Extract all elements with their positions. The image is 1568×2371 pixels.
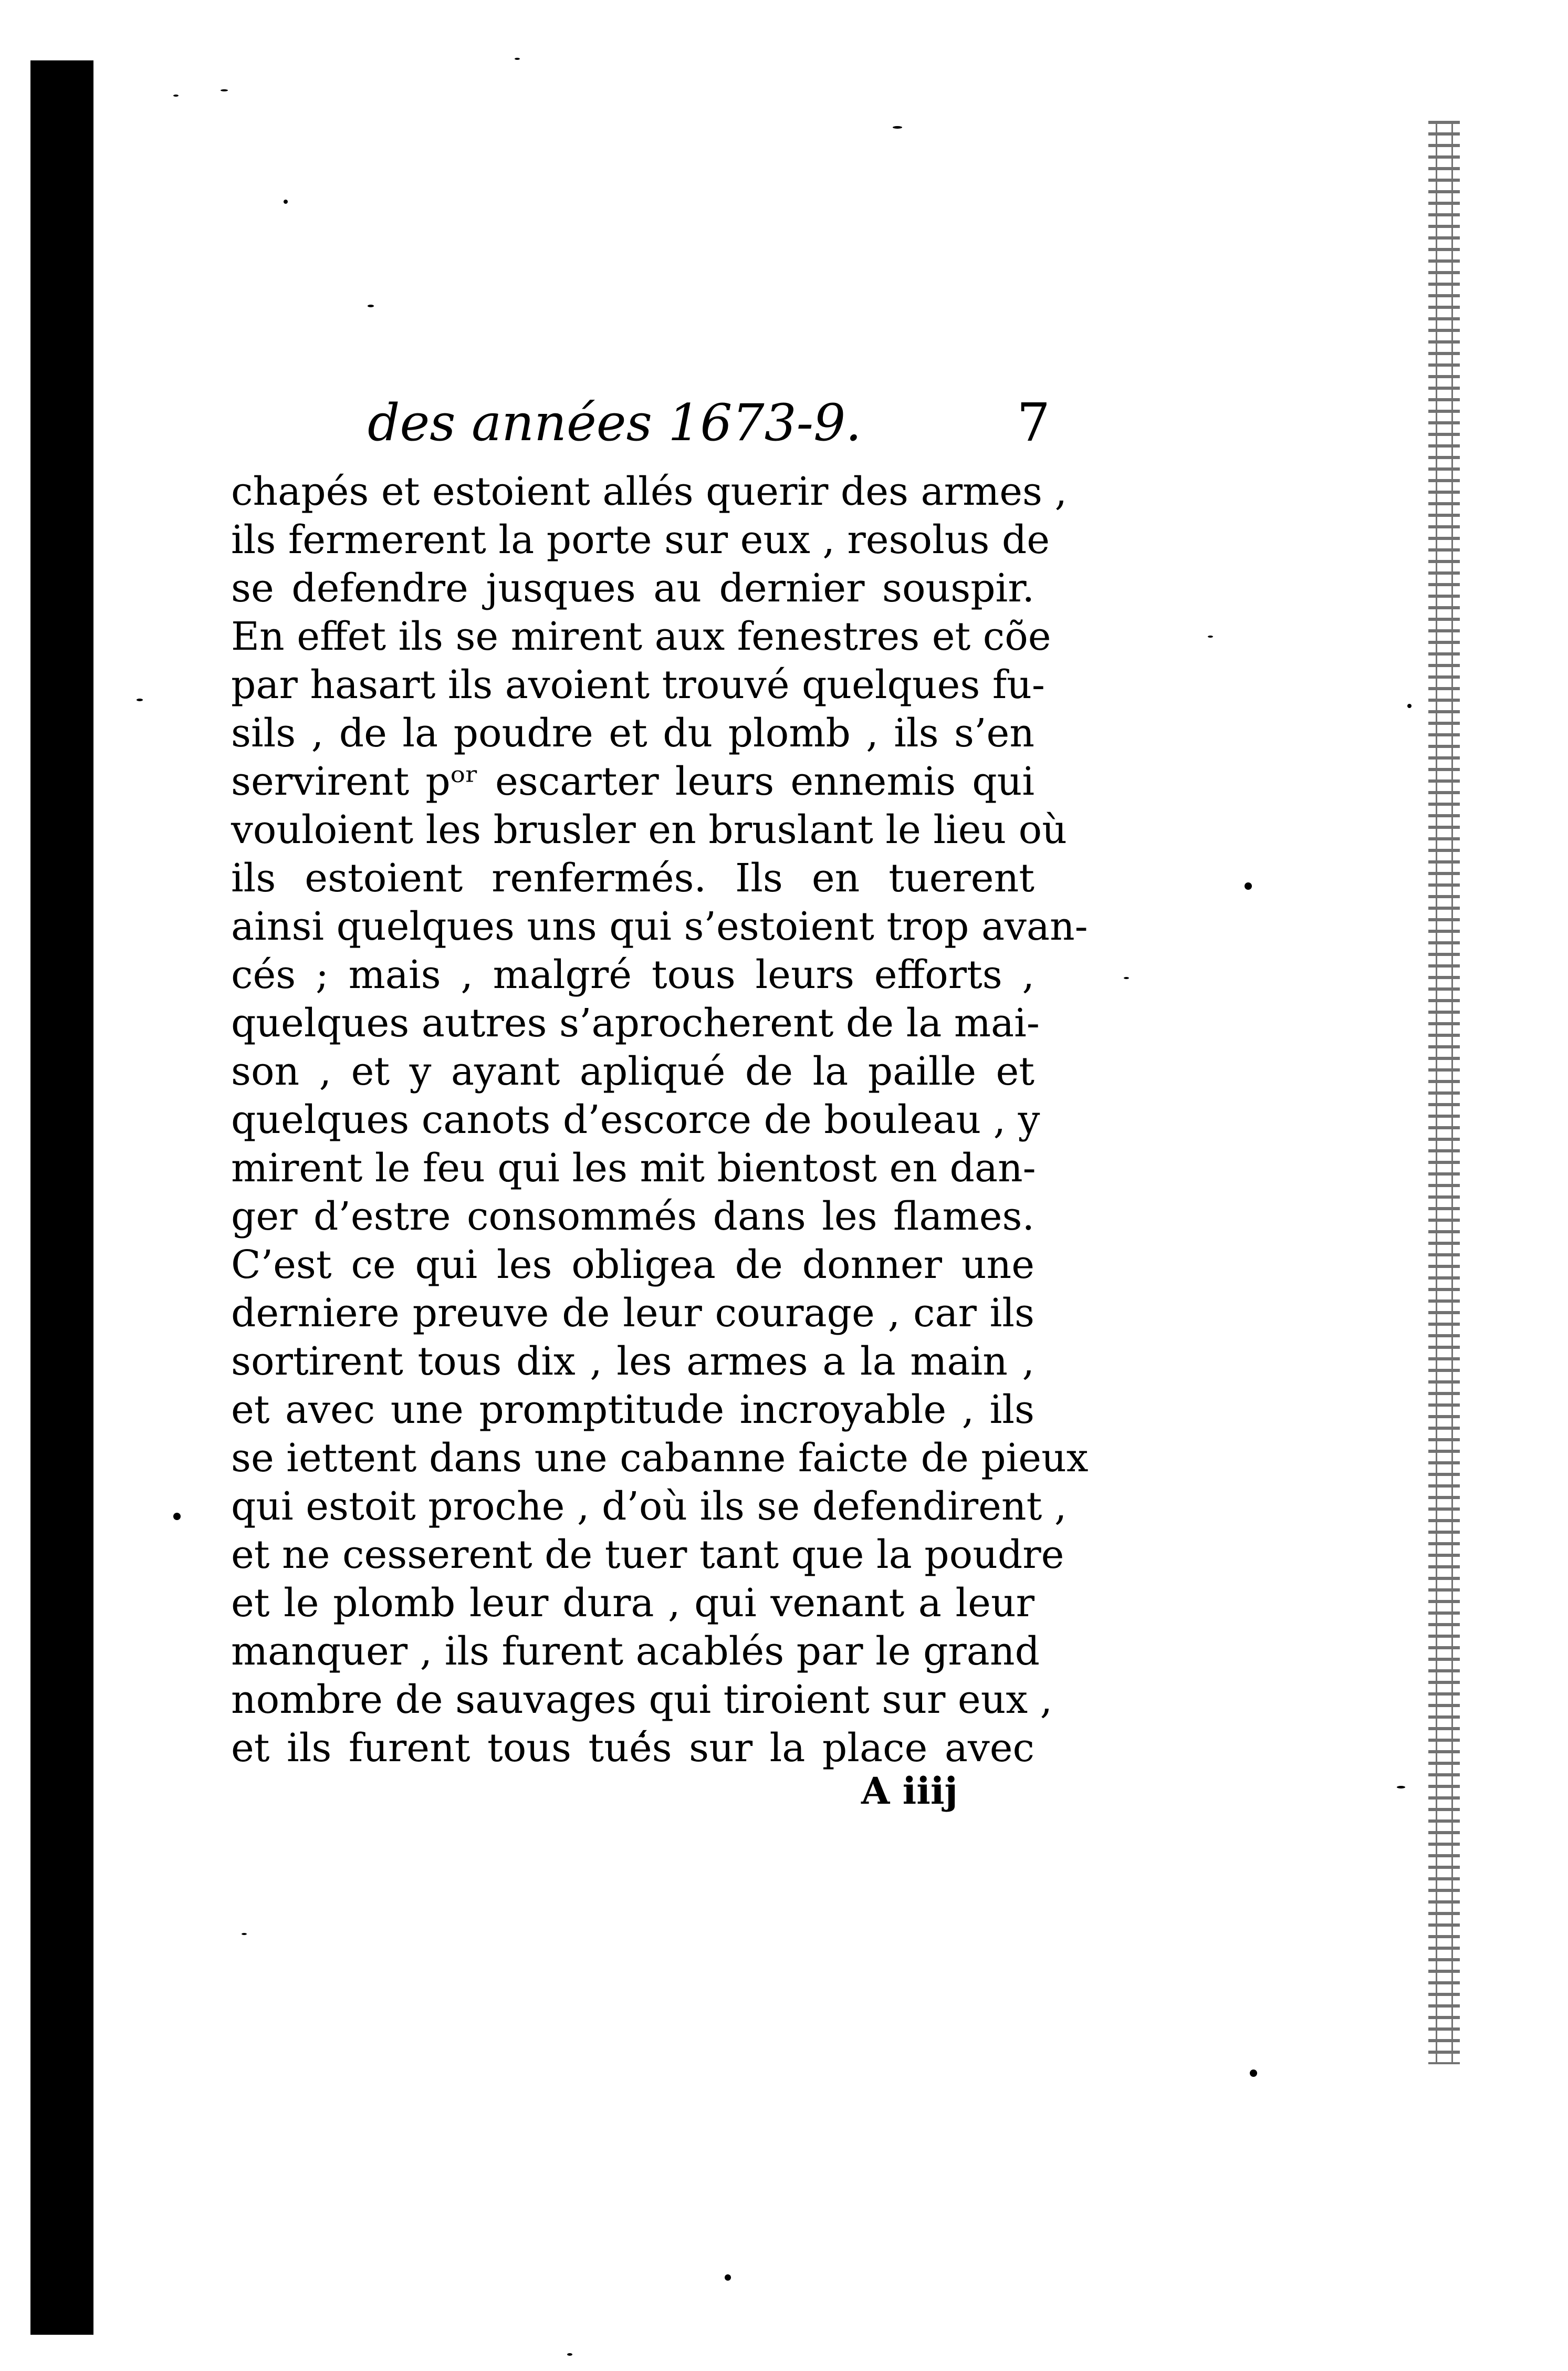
text-line: En effet ils se mirent aux fenestres et cõe	[231, 614, 1051, 659]
text-line: quelques autres s’aprocherent de la mai-	[231, 1001, 1040, 1046]
text-line: chapés et estoient allés querir des armes ,	[231, 469, 1068, 514]
text-line: cés ; mais , malgré tous leurs efforts ,	[231, 952, 1034, 997]
right-gutter-edge	[1428, 121, 1460, 2064]
page-number: 7	[1017, 392, 1050, 453]
text-line: ils fermerent la porte sur eux , resolus de	[231, 517, 1050, 563]
text-line: derniere preuve de leur courage , car ils	[231, 1291, 1034, 1336]
text-line: mirent le feu qui les mit bientost en dan-	[231, 1146, 1036, 1191]
text-line: vouloient les brusler en bruslant le lieu où	[231, 807, 1067, 852]
text-line: sils , de la poudre et du plomb , ils s’en	[231, 711, 1034, 756]
text-line: et ne cesserent de tuer tant que la poudre	[231, 1532, 1064, 1577]
text-line: nombre de sauvages qui tiroient sur eux ,	[231, 1677, 1053, 1722]
text-line: ainsi quelques uns qui s’estoient trop avan-	[231, 904, 1088, 949]
text-line: sortirent tous dix , les armes a la main ,	[231, 1339, 1034, 1384]
text-line: ger d’estre consommés dans les flames.	[231, 1194, 1034, 1239]
text-line: quelques canots d’escorce de bouleau , y	[231, 1097, 1040, 1142]
text-line: manquer , ils furent acablés par le grand	[231, 1629, 1040, 1674]
text-line: et ils furent tous tués sur la place avec	[231, 1725, 1034, 1771]
running-title: des années 1673-9.	[368, 393, 862, 452]
text-line: et le plomb leur dura , qui venant a leur	[231, 1580, 1034, 1626]
text-line: par hasart ils avoient trouvé quelques fu-	[231, 662, 1045, 708]
text-line: se iettent dans une cabanne faicte de pieux	[231, 1436, 1089, 1481]
body-text	[231, 467, 1089, 1772]
text-line: servirent pᵒʳ escarter leurs ennemis qui	[231, 759, 1034, 804]
text-line: et avec une promptitude incroyable , ils	[231, 1387, 1034, 1432]
text-line: C’est ce qui les obligea de donner une	[231, 1242, 1034, 1287]
signature-mark: A iiij	[861, 1769, 958, 1813]
text-line: ils estoient renfermés. Ils en tuerent	[231, 856, 1034, 901]
text-line: se defendre jusques au dernier souspir.	[231, 566, 1034, 611]
text-line: son , et y ayant apliqué de la paille et	[231, 1049, 1034, 1094]
page-header	[368, 383, 1050, 462]
text-line: qui estoit proche , d’où ils se defendirent ,	[231, 1484, 1067, 1529]
binding-edge-shadow	[30, 60, 93, 2335]
